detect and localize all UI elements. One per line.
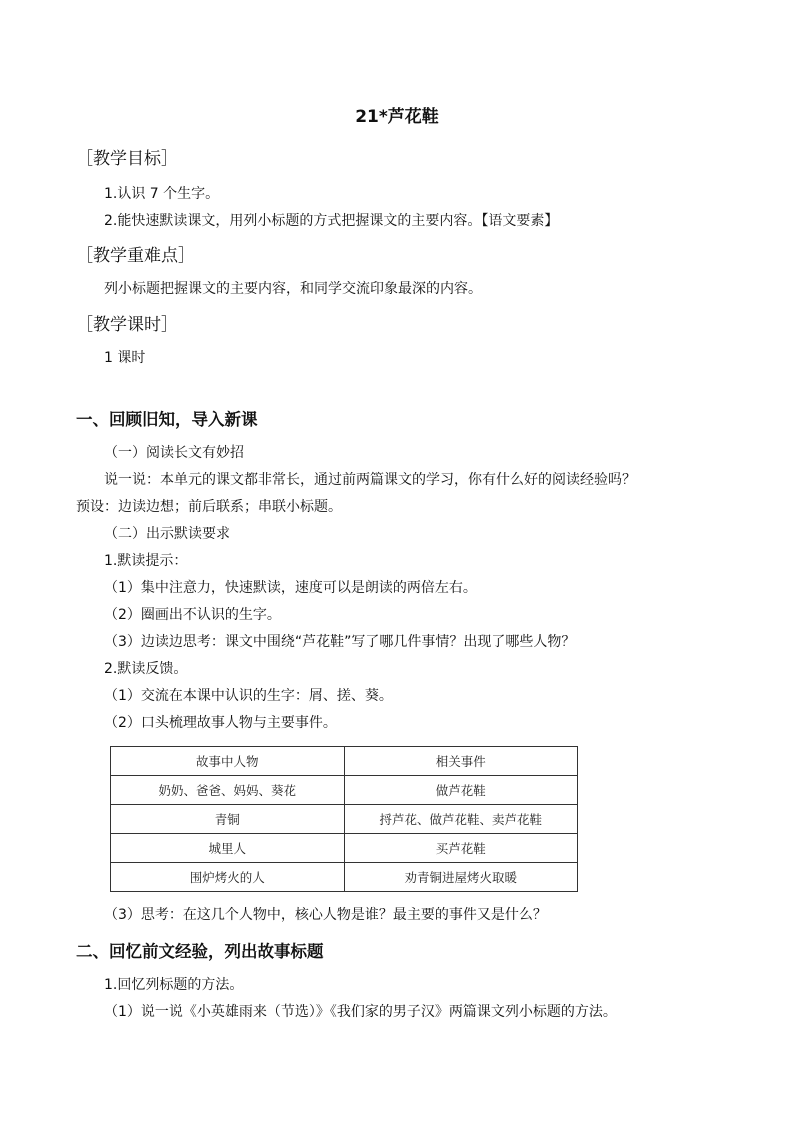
- table-cell: 城里人: [111, 834, 345, 863]
- feedback-item-2: （2）口头梳理故事人物与主要事件。: [104, 715, 337, 731]
- objective-item-2: 2.能快速默读课文，用列小标题的方式把握课文的主要内容。【语文要素】: [104, 213, 559, 229]
- reading-tip-3: （3）边读边思考：课文中围绕“芦花鞋”写了哪几件事情？出现了哪些人物？: [104, 634, 576, 650]
- table-cell: 买芦花鞋: [344, 834, 578, 863]
- reading-tip-2: （2）圈画出不认识的生字。: [104, 607, 281, 623]
- table-cell: 做芦花鞋: [344, 776, 578, 805]
- feedback-title: 2.默读反馈。: [104, 661, 188, 677]
- feedback-item-3: （3）思考：在这几个人物中，核心人物是谁？最主要的事件又是什么？: [104, 907, 547, 923]
- table-header-row: [111, 747, 578, 776]
- table-cell: 围炉烤火的人: [111, 863, 345, 892]
- lesson-hours-text: 1 课时: [104, 350, 146, 366]
- objectives-heading: ［教学目标］: [76, 149, 178, 169]
- table-row: [111, 805, 578, 834]
- part1-paragraph-2: 预设：边读边想；前后联系；串联小标题。: [76, 499, 342, 515]
- key-points-text: 列小标题把握课文的主要内容，和同学交流印象最深的内容。: [104, 281, 482, 297]
- table-cell: 捋芦花、做芦花鞋、卖芦花鞋: [344, 805, 578, 834]
- table-row: [111, 863, 578, 892]
- part2-paragraph-1: 1.回忆列标题的方法。: [104, 977, 244, 993]
- part1-paragraph-1: 说一说：本单元的课文都非常长，通过前两篇课文的学习，你有什么好的阅读经验吗？: [104, 472, 636, 488]
- objective-item-1: 1.认识 7 个生字。: [104, 186, 220, 202]
- table-cell: 劝青铜进屋烤火取暖: [344, 863, 578, 892]
- reading-tip-1: （1）集中注意力，快速默读，速度可以是朗读的两倍左右。: [104, 580, 477, 596]
- part1-subheading-2: （二）出示默读要求: [104, 526, 230, 542]
- table-header-cell: 相关事件: [344, 747, 578, 776]
- part2-paragraph-2: （1）说一说《小英雄雨来（节选）》《我们家的男子汉》两篇课文列小标题的方法。: [104, 1004, 617, 1020]
- part1-subheading-1: （一）阅读长文有妙招: [104, 445, 244, 461]
- table-cell: 青铜: [111, 805, 345, 834]
- table-row: [111, 776, 578, 805]
- characters-events-table: [110, 746, 578, 892]
- feedback-item-1: （1）交流在本课中认识的生字：屑、搓、葵。: [104, 688, 393, 704]
- part1-heading: 一、回顾旧知，导入新课: [76, 410, 258, 429]
- table-header-cell: 故事中人物: [111, 747, 345, 776]
- table-row: [111, 834, 578, 863]
- lesson-hours-heading: ［教学课时］: [76, 315, 178, 335]
- table-cell: 奶奶、爸爸、妈妈、葵花: [111, 776, 345, 805]
- reading-tips-title: 1.默读提示：: [104, 553, 188, 569]
- key-points-heading: ［教学重难点］: [76, 246, 195, 266]
- document-title: 21*芦花鞋: [355, 107, 439, 127]
- part2-heading: 二、回忆前文经验，列出故事标题: [76, 942, 324, 961]
